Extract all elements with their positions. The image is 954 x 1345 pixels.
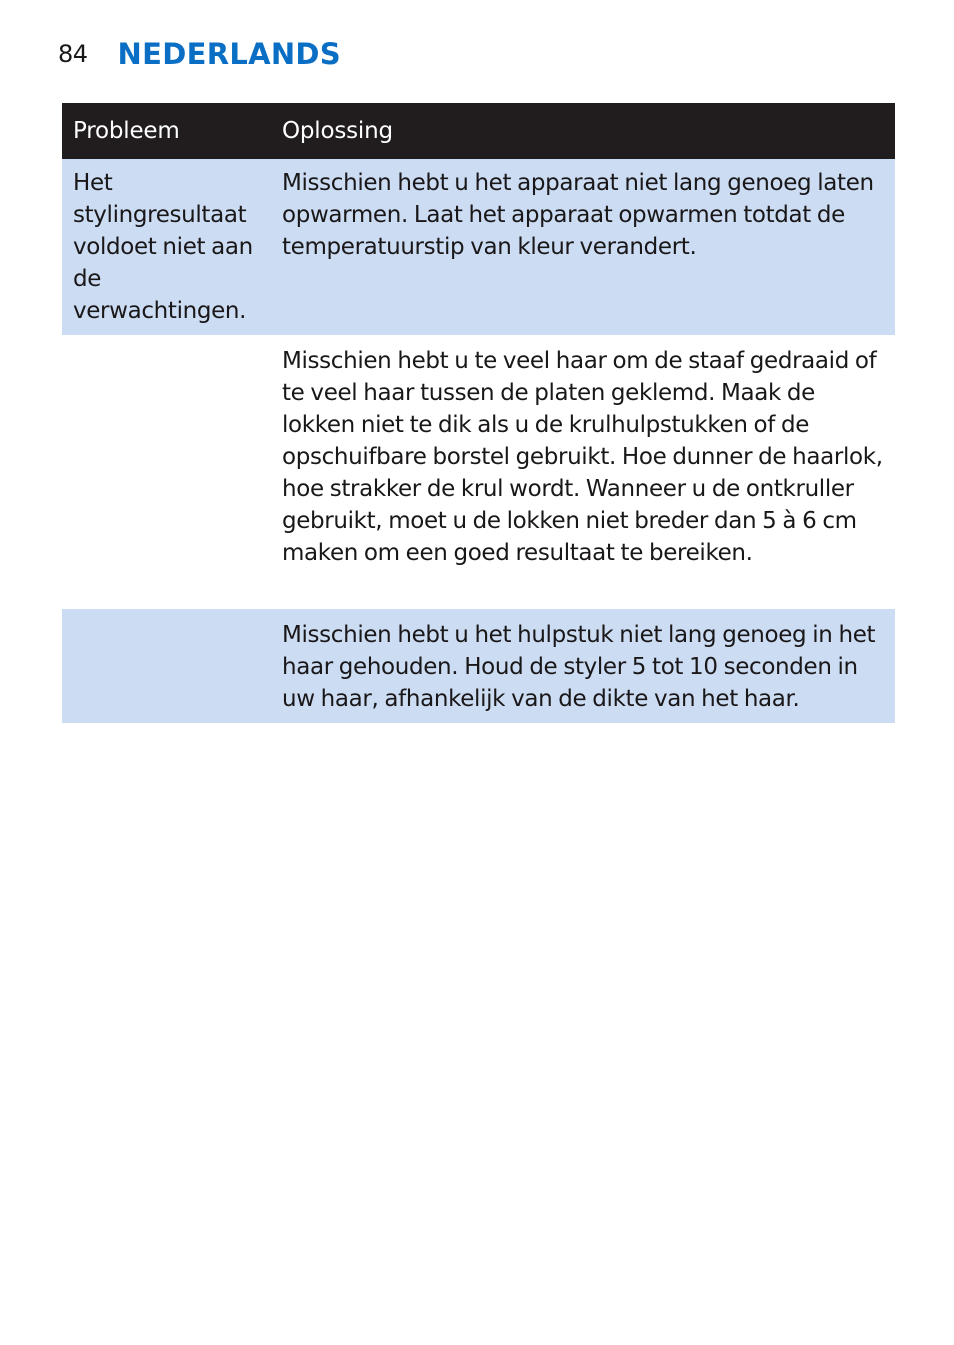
problem-cell	[62, 335, 271, 609]
solution-cell: Misschien hebt u te veel haar om de staaf gedraaid of te veel haar tussen de platen geklemd. Maak de lokken niet te dik als u de krulhulpstukken of de opschuifbare borstel gebruikt. Hoe dunner de haarlok, hoe strakker de krul wordt. Wanneer u de ontkruller gebruikt, moet u de lokken niet breder dan 5 à 6 cm maken om een goed resultaat te bereiken.	[271, 335, 895, 609]
column-header-solution: Oplossing	[271, 103, 895, 159]
problem-cell	[62, 609, 271, 723]
troubleshooting-table	[62, 103, 895, 723]
solution-cell: Misschien hebt u het apparaat niet lang genoeg laten opwarmen. Laat het apparaat opwarmen totdat de temperatuurstip van kleur verandert.	[271, 159, 895, 335]
problem-cell: Het stylingresultaat voldoet niet aan de verwachtingen.	[62, 159, 271, 335]
section-title: NEDERLANDS	[117, 37, 341, 71]
solution-cell: Misschien hebt u het hulpstuk niet lang genoeg in het haar gehouden. Houd de styler 5 tot 10 seconden in uw haar, afhankelijk van de dikte van het haar.	[271, 609, 895, 723]
page-header	[58, 34, 341, 74]
table-row	[62, 159, 895, 335]
column-header-problem: Probleem	[62, 103, 271, 159]
table-row	[62, 335, 895, 609]
table-row	[62, 609, 895, 723]
page-number: 84	[58, 40, 88, 68]
table-header-row	[62, 103, 895, 159]
